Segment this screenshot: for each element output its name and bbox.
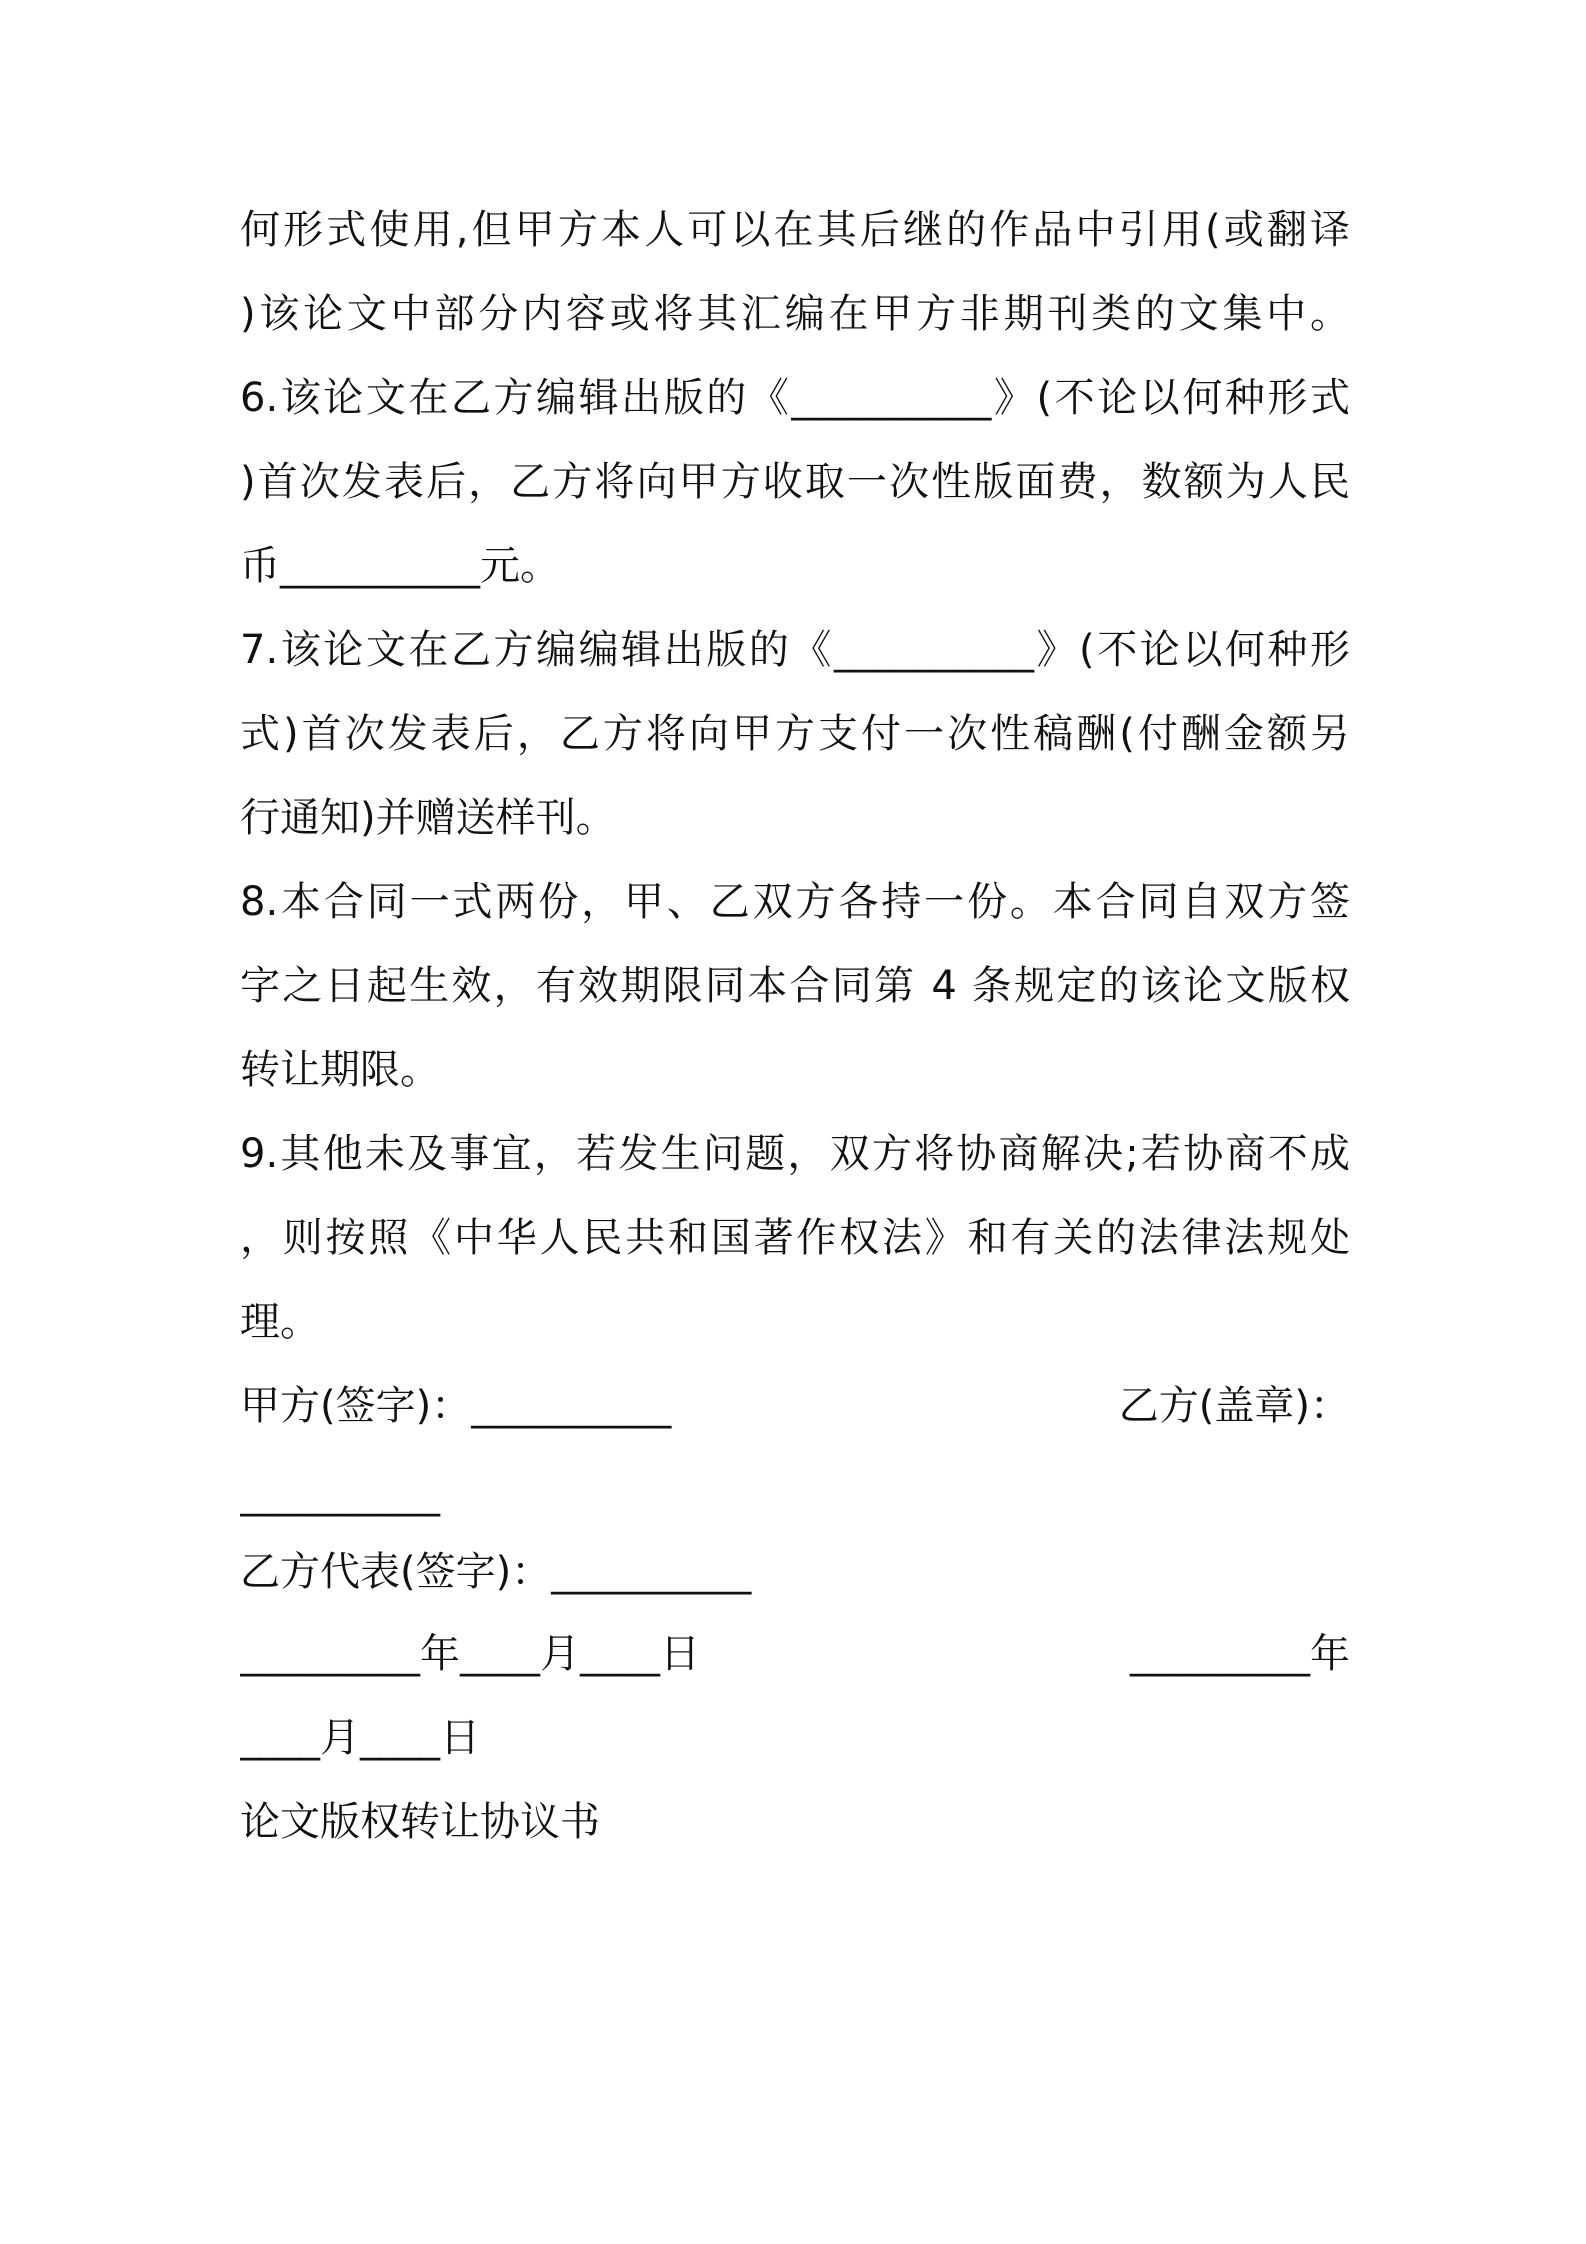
paragraph-line: 转让期限。: [240, 1047, 440, 1093]
date-party-b-rest: ____月____日: [240, 1715, 480, 1761]
paragraph-line: 6.该论文在乙方编辑出版的《__________》(不论以何种形式: [240, 375, 1350, 421]
party-b-seal-line: __________: [240, 1471, 440, 1517]
paragraph-line: ，则按照《中华人民共和国著作权法》和有关的法律法规处: [240, 1215, 1350, 1261]
paragraph-line: )该论文中部分内容或将其汇编在甲方非期刊类的文集中。: [240, 291, 1350, 337]
paragraph-line: 8.本合同一式两份，甲、乙双方各持一份。本合同自双方签: [240, 879, 1350, 925]
paragraph-line: )首次发表后，乙方将向甲方收取一次性版面费，数额为人民: [240, 459, 1350, 505]
party-b-representative-signature: 乙方代表(签字)：__________: [240, 1549, 752, 1595]
paragraph-line: 币__________元。: [240, 543, 560, 589]
paragraph-line: 字之日起生效，有效期限同本合同第 4 条规定的该论文版权: [240, 963, 1350, 1009]
date-party-b-year: _________年: [1130, 1631, 1350, 1677]
party-a-signature: 甲方(签字)：__________: [240, 1383, 672, 1429]
paragraph-line: 行通知)并赠送样刊。: [240, 795, 616, 841]
paragraph-line: 何形式使用,但甲方本人可以在其后继的作品中引用(或翻译: [240, 207, 1350, 253]
paragraph-line: 式)首次发表后，乙方将向甲方支付一次性稿酬(付酬金额另: [240, 711, 1350, 757]
date-party-a: _________年____月____日: [240, 1631, 700, 1677]
paragraph-line: 7.该论文在乙方编编辑出版的《__________》(不论以何种形: [240, 627, 1350, 673]
paragraph-line: 理。: [240, 1299, 320, 1345]
party-b-seal: 乙方(盖章)：: [1118, 1383, 1350, 1429]
next-document-title: 论文版权转让协议书: [240, 1799, 600, 1845]
paragraph-line: 9.其他未及事宜，若发生问题，双方将协商解决;若协商不成: [240, 1131, 1350, 1177]
